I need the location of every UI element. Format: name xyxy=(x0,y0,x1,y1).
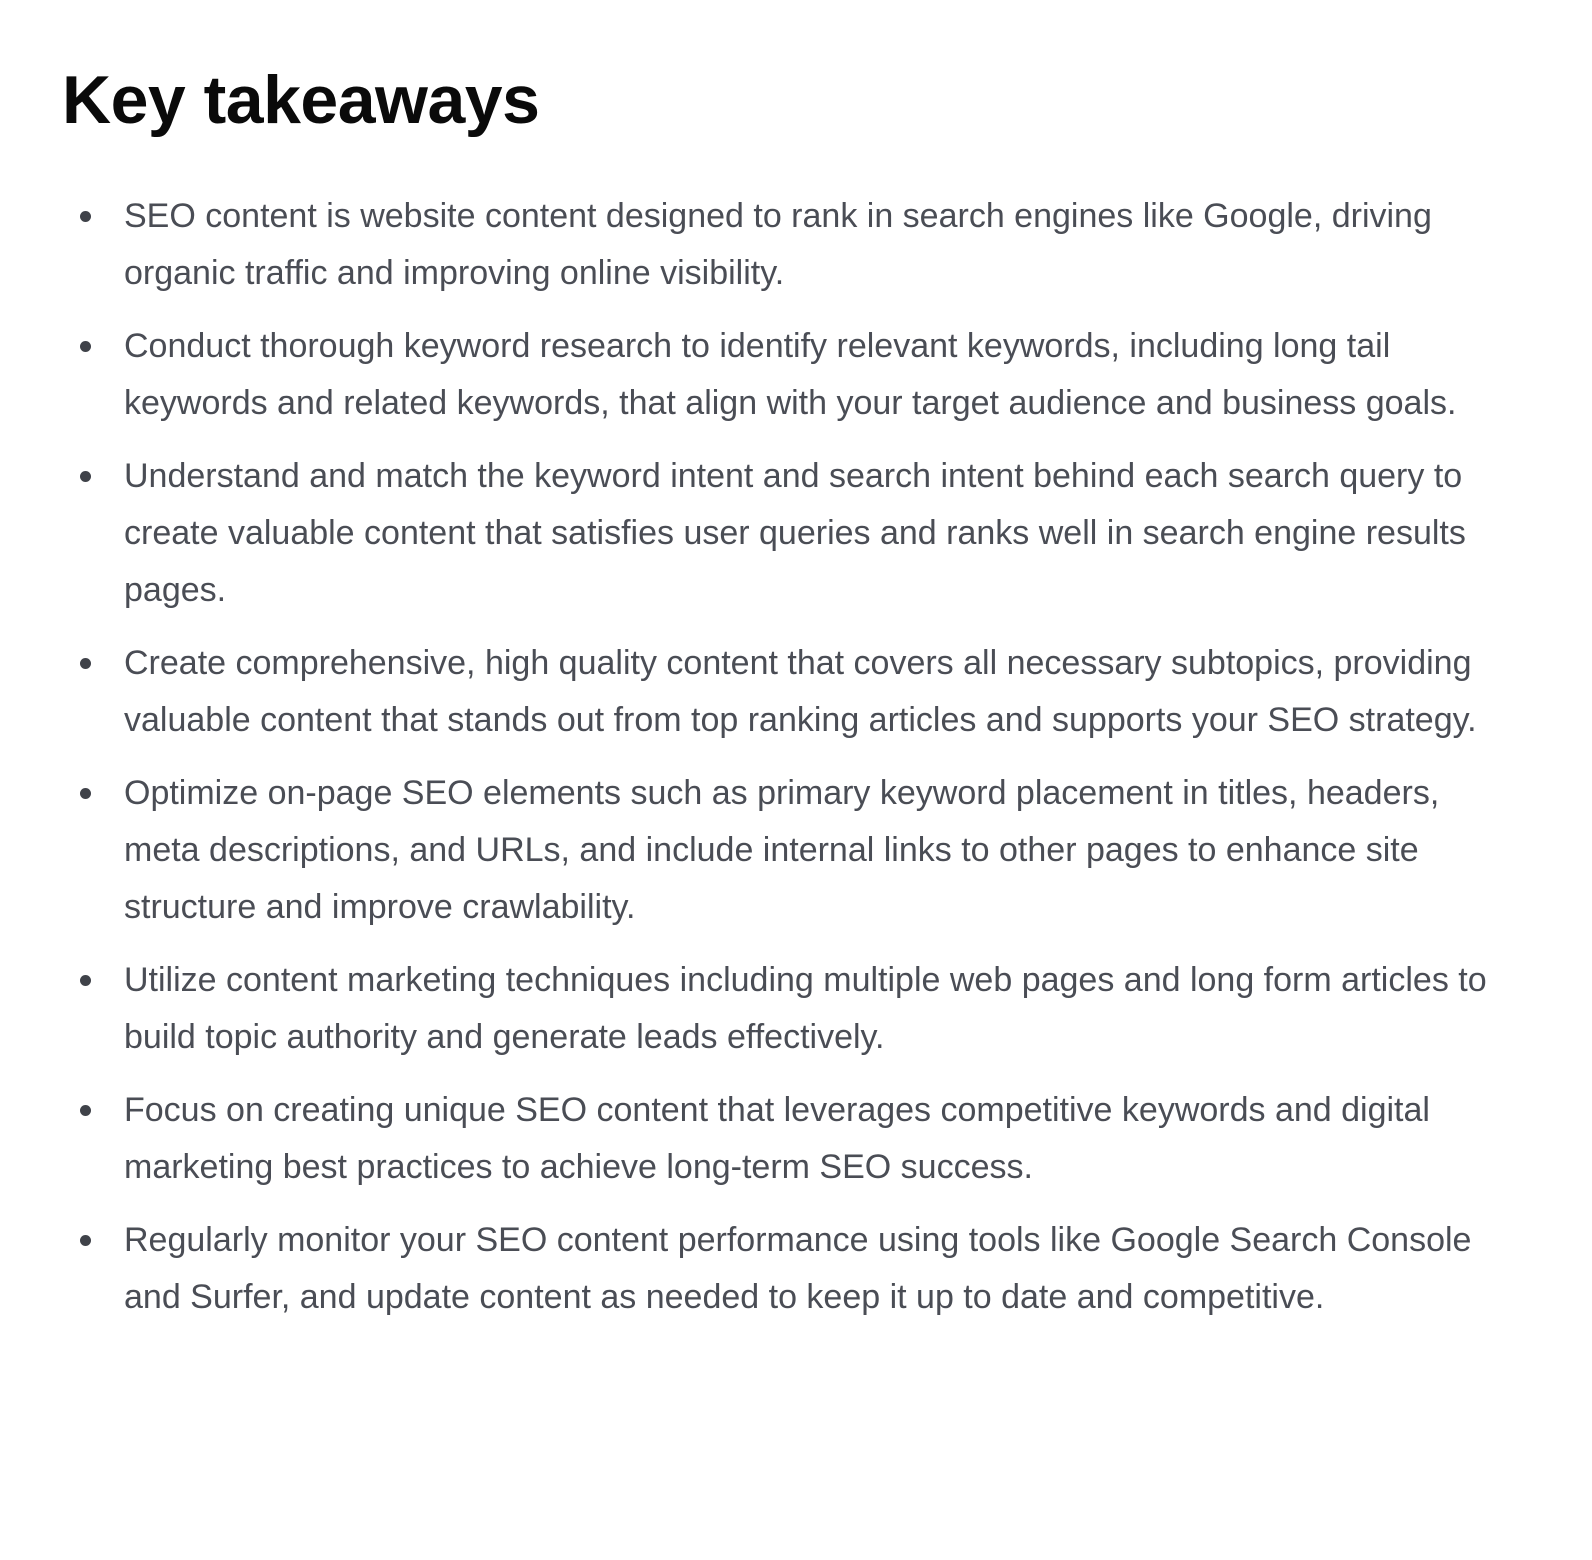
bullet-icon xyxy=(80,341,91,352)
key-takeaways-section xyxy=(62,58,1502,1342)
list-item-text: Optimize on-page SEO elements such as primary keyword placement in titles, headers, meta descriptions, and URLs, and include internal links to other pages to enhance site structure and improve crawlability. xyxy=(124,774,1440,926)
list-item xyxy=(62,448,1502,619)
bullet-icon xyxy=(80,658,91,669)
takeaway-list xyxy=(62,188,1502,1326)
list-item-text: Regularly monitor your SEO content performance using tools like Google Search Console and Surfer, and update content as needed to keep it up to date and competitive. xyxy=(124,1221,1472,1316)
bullet-icon xyxy=(80,471,91,482)
list-item xyxy=(62,188,1502,302)
list-item xyxy=(62,1212,1502,1326)
list-item xyxy=(62,765,1502,936)
list-item xyxy=(62,635,1502,749)
list-item xyxy=(62,1082,1502,1196)
bullet-icon xyxy=(80,1235,91,1246)
list-item-text: Utilize content marketing techniques including multiple web pages and long form articles to build topic authority and generate leads effectively. xyxy=(124,961,1487,1056)
list-item xyxy=(62,952,1502,1066)
bullet-icon xyxy=(80,1105,91,1116)
list-item-text: Focus on creating unique SEO content that leverages competitive keywords and digital marketing best practices to achieve long-term SEO success. xyxy=(124,1091,1430,1186)
list-item xyxy=(62,318,1502,432)
list-item-text: Create comprehensive, high quality content that covers all necessary subtopics, providing valuable content that stands out from top ranking articles and supports your SEO strategy. xyxy=(124,644,1477,739)
list-item-text: Conduct thorough keyword research to identify relevant keywords, including long tail keywords and related keywords, that align with your target audience and business goals. xyxy=(124,327,1457,422)
bullet-icon xyxy=(80,211,91,222)
bullet-icon xyxy=(80,975,91,986)
list-item-text: Understand and match the keyword intent and search intent behind each search query to create valuable content that satisfies user queries and ranks well in search engine results pages. xyxy=(124,457,1466,609)
bullet-icon xyxy=(80,788,91,799)
page-title: Key takeaways xyxy=(62,62,540,138)
list-item-text: SEO content is website content designed to rank in search engines like Google, driving organic traffic and improving online visibility. xyxy=(124,197,1432,292)
